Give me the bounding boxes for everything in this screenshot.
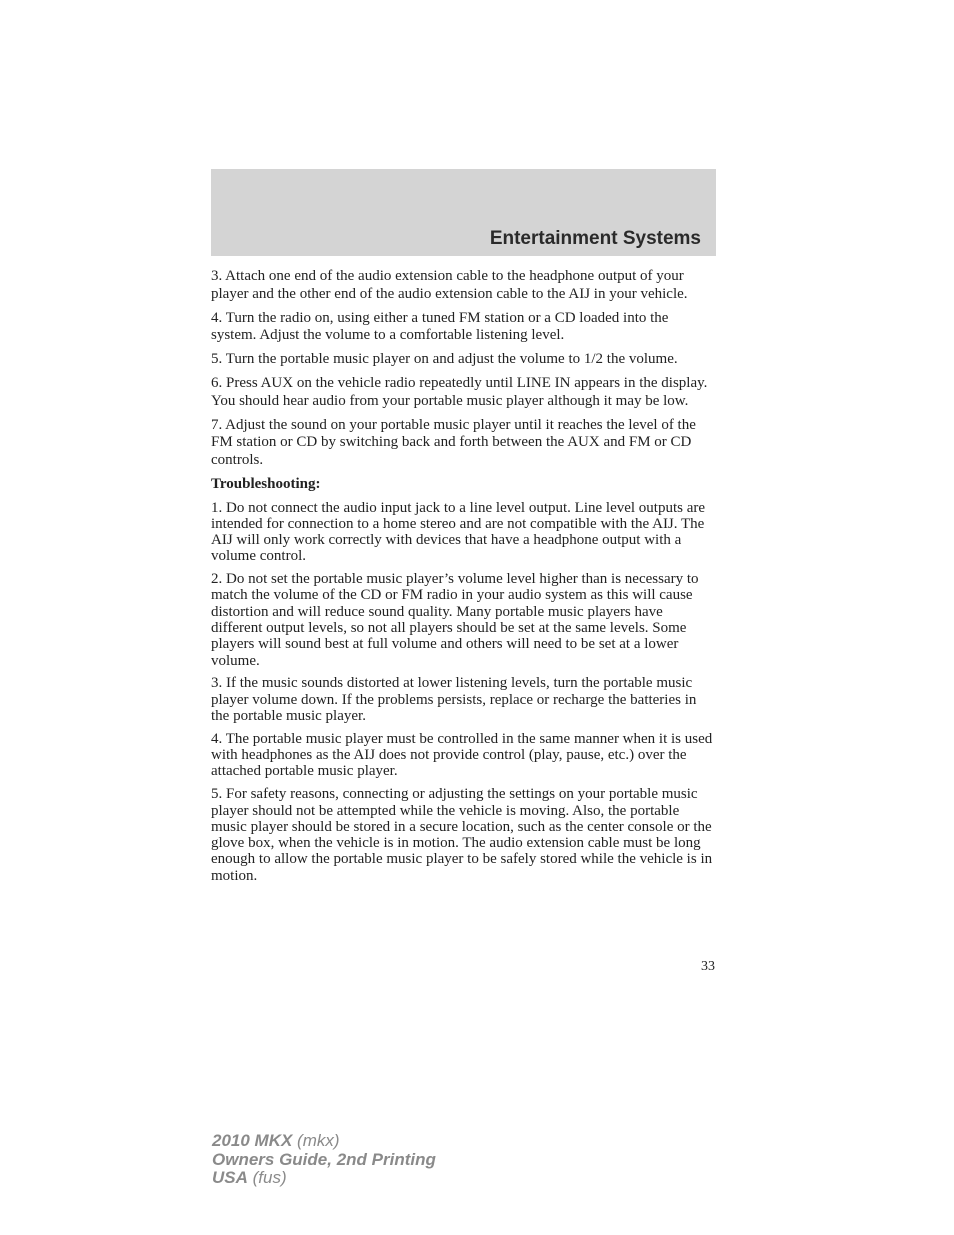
troubleshooting-heading: Troubleshooting: (211, 475, 321, 492)
troubleshooting-item-5: 5. For safety reasons, connecting or adjusting the settings on your portable music player should not be attempted while the vehicle is moving. Also, the portable music player should be stored in a secure location, such as the center console or the glove box, when the vehicle is in motion. The audio extension cable must be long enough to allow the portable music player to be safely stored while the vehicle is in motion. (211, 786, 713, 884)
footer-model: 2010 MKX (212, 1131, 293, 1150)
step-4: 4. Turn the radio on, using either a tuned FM station or a CD loaded into the system. Adjust the volume to a comfortable listening level. (211, 309, 669, 343)
page-content (211, 268, 716, 891)
troubleshooting-item-2: 2. Do not set the portable music player’s volume level higher than is necessary to match the volume of the CD or FM radio in your audio system as this will cause distortion and will reduce sound quality. Many portable music players have different output levels, so not all players should be set at the same levels. Some players will sound best at full volume and others will need to be set at a lower volume. (211, 571, 699, 669)
section-title: Entertainment Systems (489, 228, 701, 249)
footer-region: USA (212, 1168, 248, 1187)
step-7: 7. Adjust the sound on your portable music player until it reaches the level of the FM station or CD by switching back and forth between the AUX and FM or CD controls. (211, 416, 696, 468)
footer-model-line (212, 1132, 436, 1151)
step-6-note: You should hear audio from your portable music player although it may be low. (211, 392, 689, 409)
step-3: 3. Attach one end of the audio extension cable to the headphone output of your player and the other end of the audio extension cable to the AIJ in your vehicle. (211, 268, 688, 302)
section-header-band (211, 169, 716, 256)
troubleshooting-item-4: 4. The portable music player must be controlled in the same manner when it is used with headphones as the AIJ does not provide control (play, pause, etc.) over the attached portable music player. (211, 730, 713, 780)
troubleshooting-item-1: 1. Do not connect the audio input jack to a line level output. Line level outputs are intended for connection to a home stereo and are not compatible with the AIJ. The AIJ will only work correctly with devices that have a headphone output with a volume control. (211, 499, 706, 565)
footer-region-code: (fus) (247, 1168, 287, 1187)
footer-region-line (212, 1169, 436, 1188)
troubleshooting-item-3: 3. If the music sounds distorted at lower listening levels, turn the portable music player volume down. If the problems persists, replace or recharge the batteries in the portable music player. (211, 675, 697, 725)
step-6: 6. Press AUX on the vehicle radio repeatedly until LINE IN appears in the display. (211, 375, 708, 391)
footer-edition-info (212, 1132, 436, 1188)
footer-model-code: (mkx) (292, 1131, 340, 1150)
footer-printing: Owners Guide, 2nd Printing (212, 1149, 436, 1169)
page-number: 33 (701, 959, 715, 974)
step-5: 5. Turn the portable music player on and adjust the volume to 1/2 the volume. (211, 351, 678, 367)
